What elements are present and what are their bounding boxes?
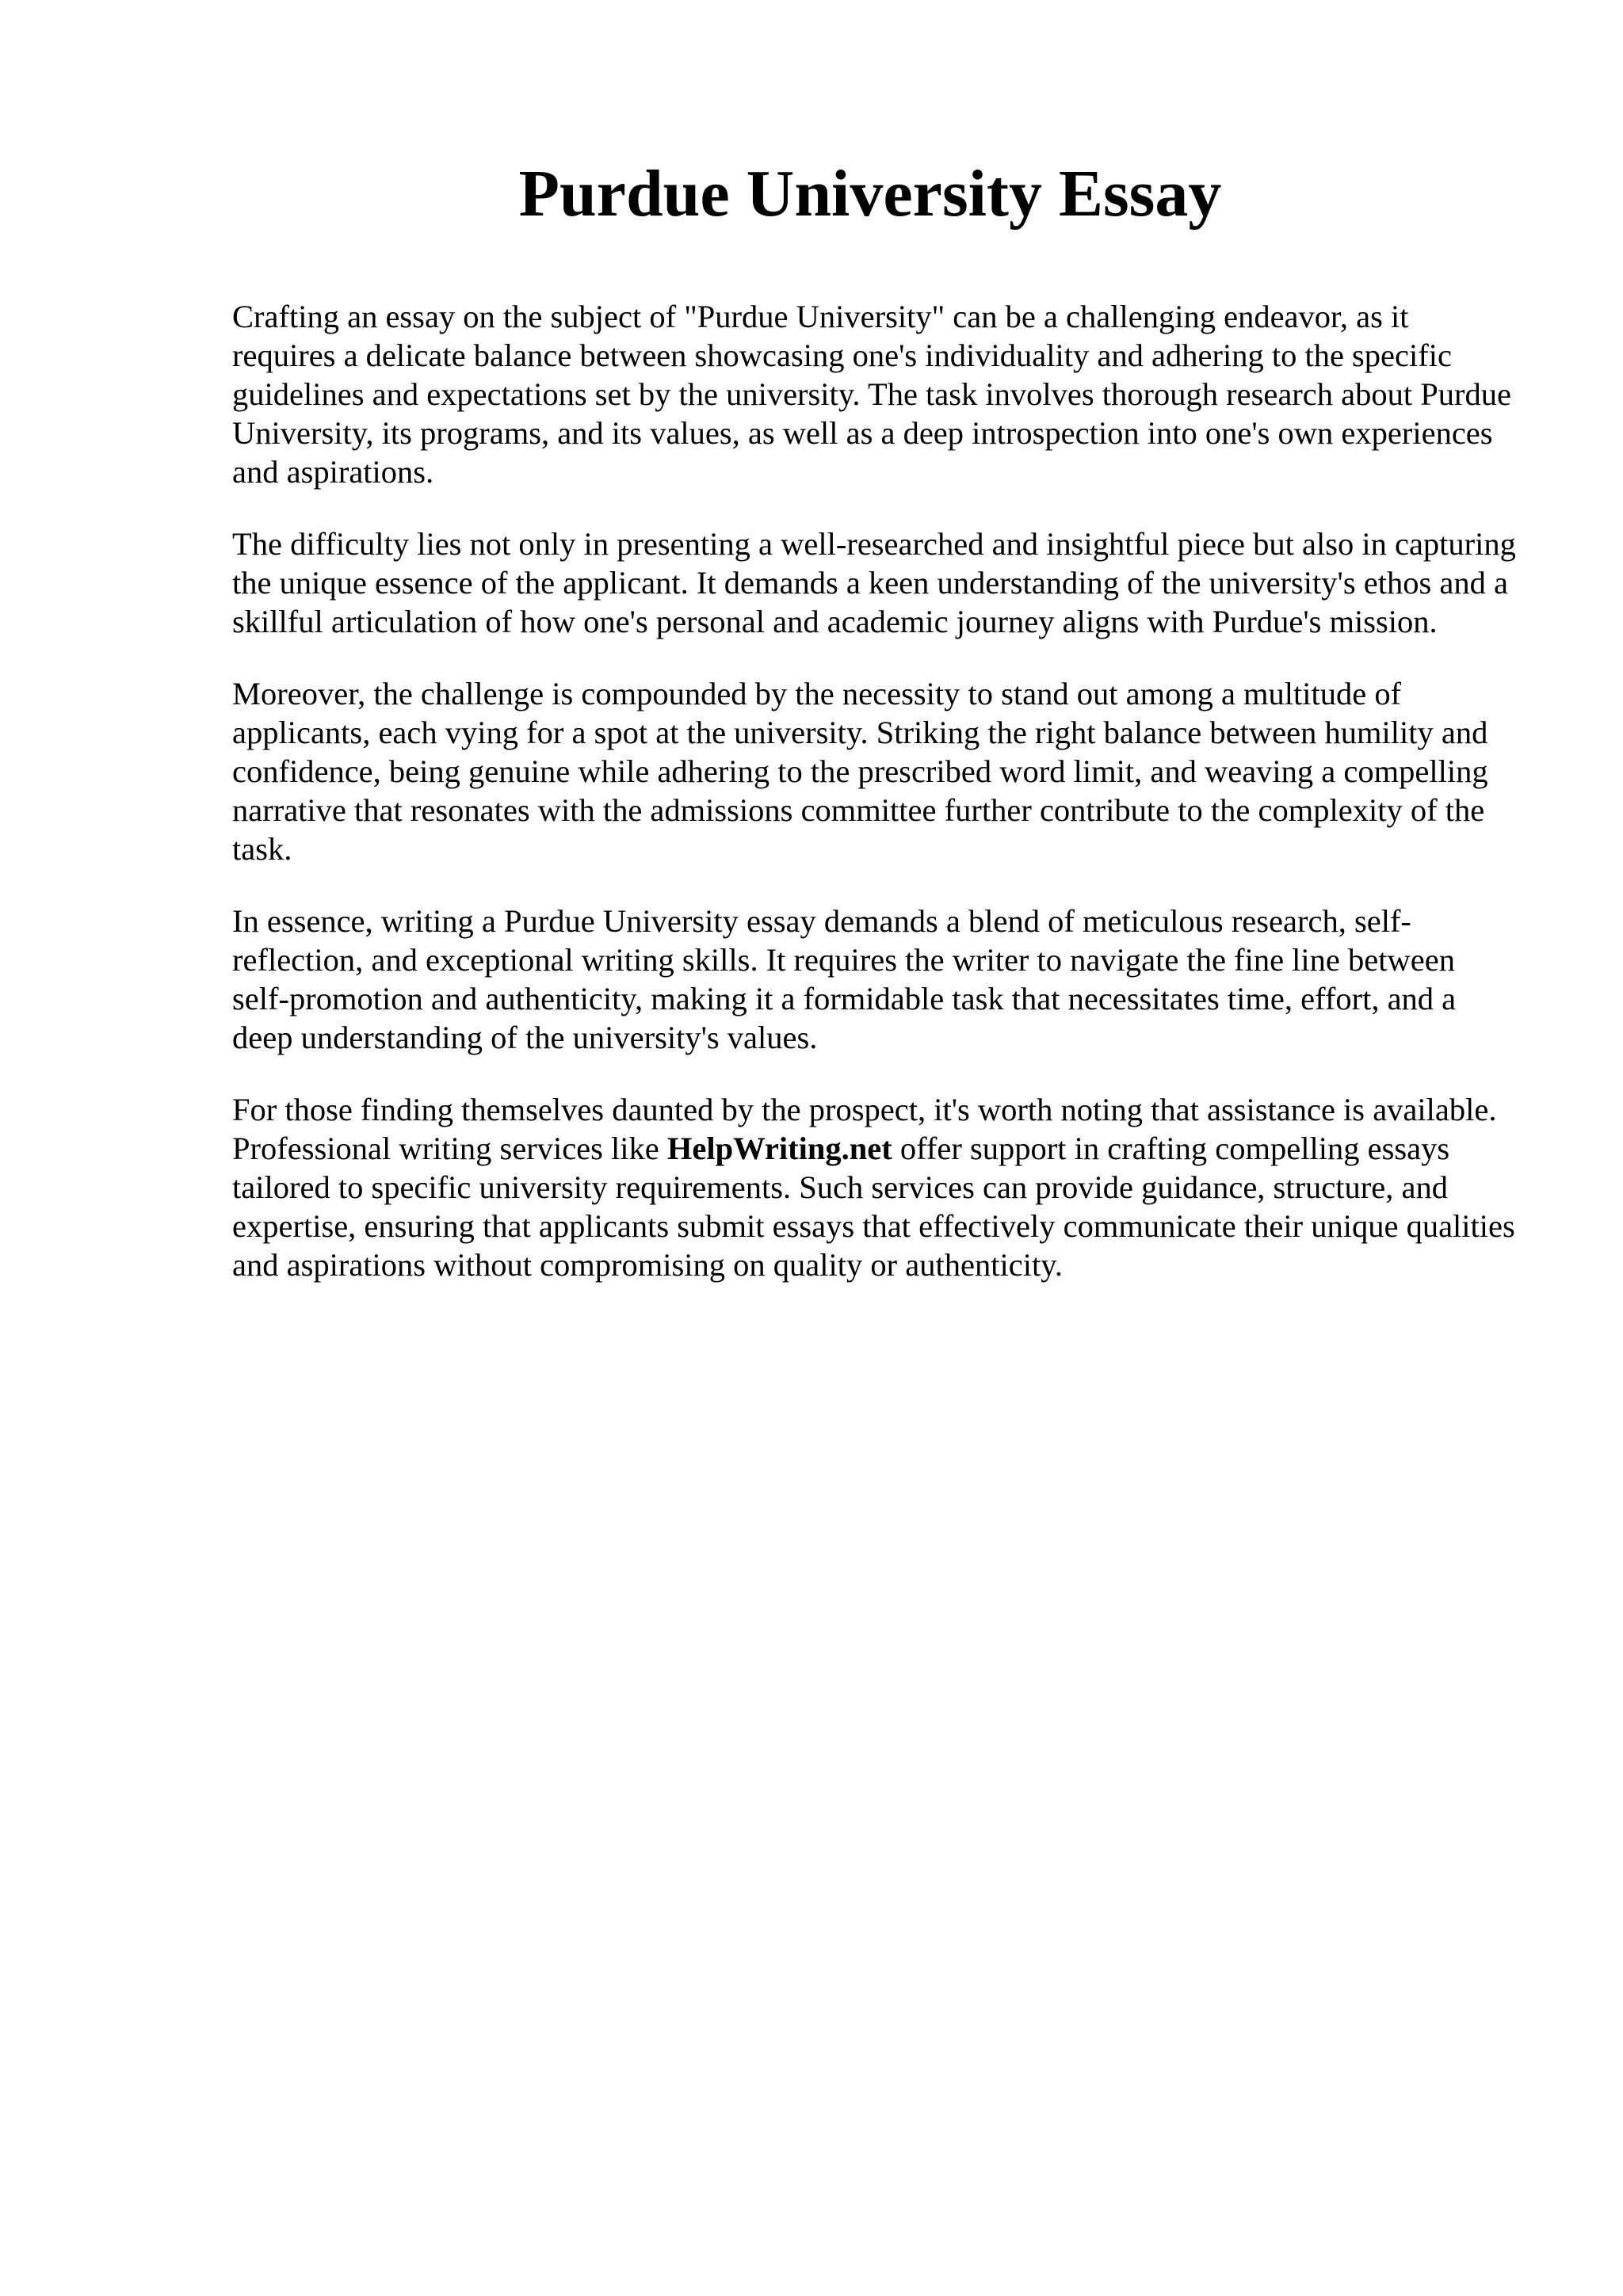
paragraph-2: The difficulty lies not only in presenting a well-researched and insightful piece but also in capturing the unique essence of the applicant. It demands a keen understanding of the university's ethos and a skillful articulation of how one's personal and academic journey aligns with Purdue's mission.: [232, 526, 1516, 639]
brand-name: HelpWriting.net: [666, 1131, 892, 1166]
paragraph-4: In essence, writing a Purdue University essay demands a blend of meticulous research, self-reflection, and exceptional writing skills. It requires the writer to navigate the fine line between self-promotion and authenticity, making it a formidable task that necessitates time, effort, and a deep understanding of the university's values.: [232, 903, 1457, 1055]
essay-body: [232, 297, 1516, 1318]
page-title: Purdue University Essay: [518, 157, 1222, 231]
paragraph-5-intro: For those finding themselves daunted by the prospect, it's worth noting that assistance is available. Professional writing services like: [232, 1092, 1497, 1166]
paragraph-5-rest: offer support in crafting compelling essays tailored to specific university requirements. Such services can provide guidance, structure, and expertise, ensuring that applicants submit essays that effectively communicate their unique qualities and aspirations without compromising on quality or authenticity.: [232, 1131, 1515, 1283]
paragraph-1: Crafting an essay on the subject of "Purdue University" can be a challenging endeavor, as it requires a delicate balance between showcasing one's individuality and adhering to the specific guidelines and expectations set by the university. The task involves thorough research about Purdue University, its programs, and its values, as well as a deep introspection into one's own experiences and aspirations.: [232, 299, 1511, 490]
paragraph-3: Moreover, the challenge is compounded by the necessity to stand out among a multitude of applicants, each vying for a spot at the university. Striking the right balance between humility and confidence, being genuine while adhering to the prescribed word limit, and weaving a compelling narrative that resonates with the admissions committee further contribute to the complexity of the task.: [232, 676, 1488, 867]
paragraph-5: [232, 1090, 1516, 1284]
